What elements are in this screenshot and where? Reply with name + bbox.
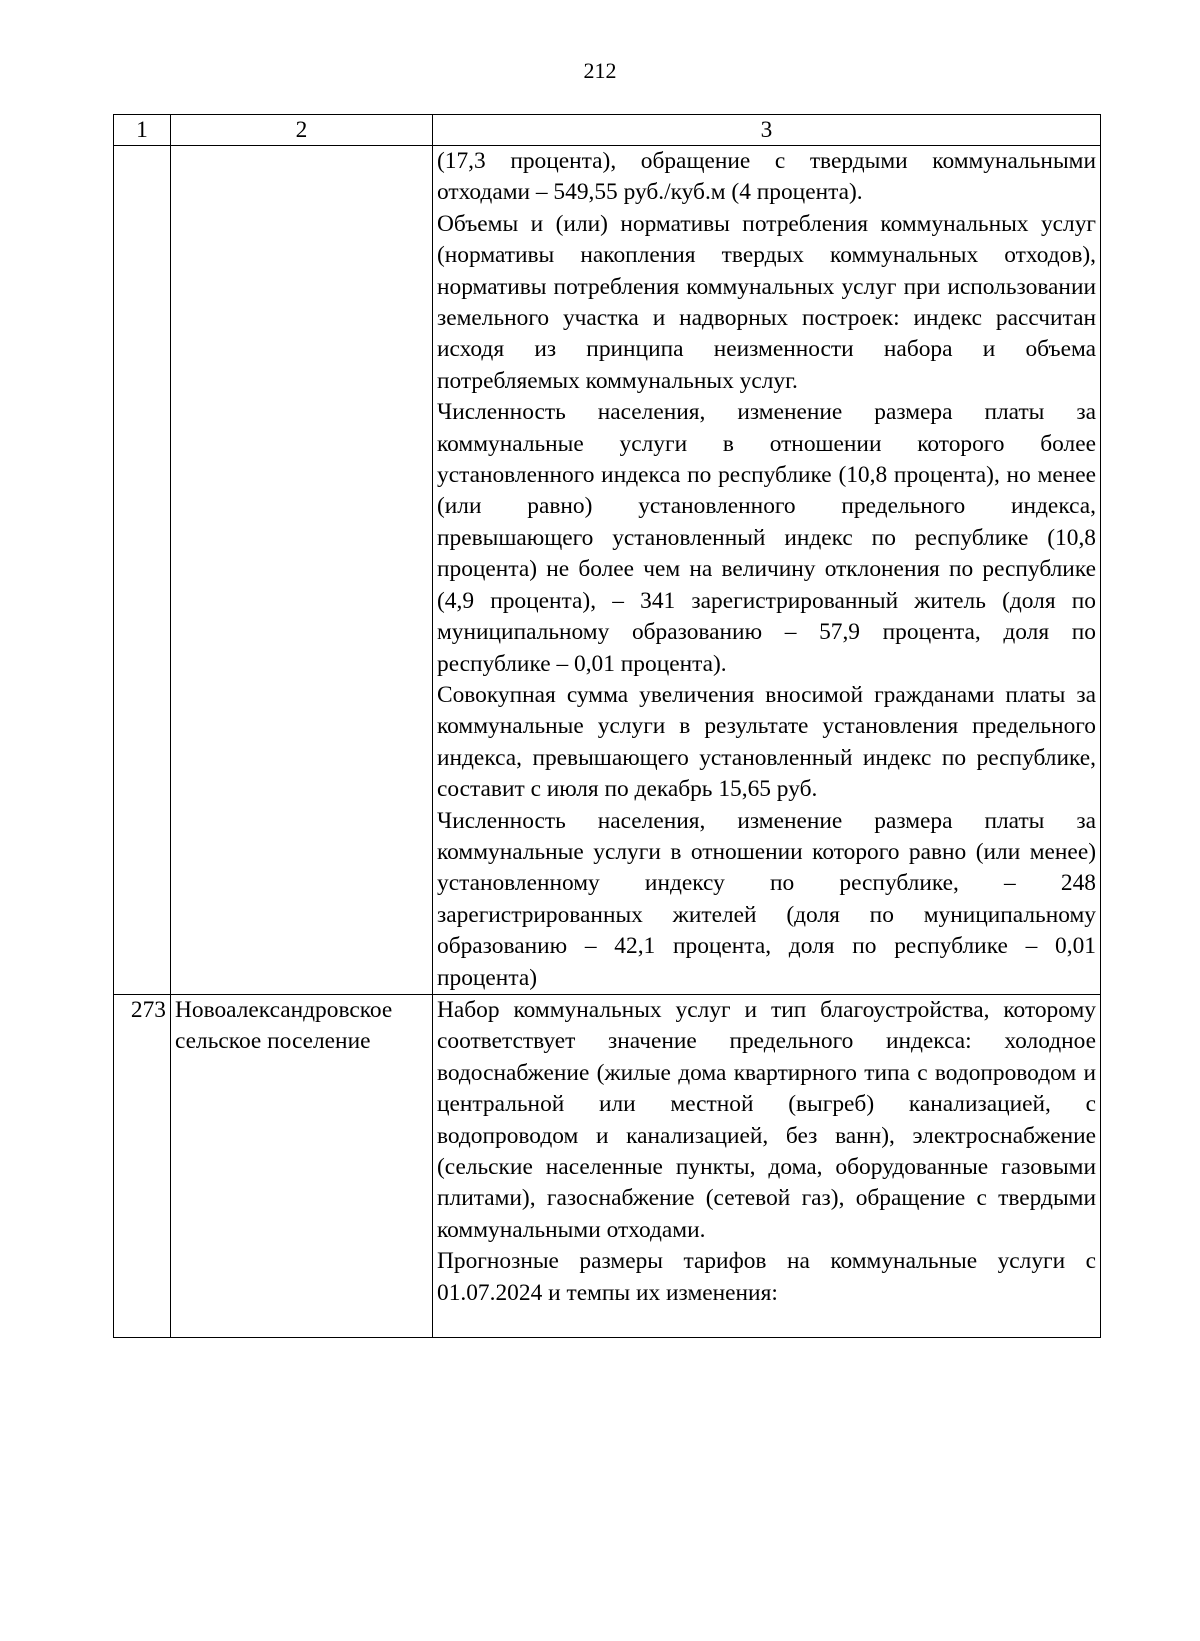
tariff-table	[113, 114, 1101, 1338]
paragraph-population-above-index: Численность населения, изменение размера платы за коммунальные услуги в отношении которого более установленного индекса по республике (10,8 процента), но менее (или равно) установленного предельного индекса, превышающего установленный индекс по республике (10,8 процента) не более чем на величину отклонения по республике (4,9 процента), – 341 зарегистрированный житель (доля по муниципальному образованию – 57,9 процента, доля по республике – 0,01 процента).	[437, 399, 1096, 677]
table-row-continuation	[114, 146, 1101, 995]
column-header-1: 1	[114, 115, 171, 146]
paragraph-tariff-tail: (17,3 процента), обращение с твердыми коммунальными отходами – 549,55 руб./куб.м (4 процента).	[437, 148, 1096, 206]
description-clip	[437, 995, 1096, 1337]
table-header-row	[114, 115, 1101, 146]
settlement-name-line1: Новоалександровское	[175, 996, 393, 1023]
paragraph-services-set: Набор коммунальных услуг и тип благоустройства, которому соответствует значение предельного индекса: холодное водоснабжение (жилые дома квартирного типа с водопроводом и центральной или местной (выгреб) канализацией, с водопроводом и канализацией, без ванн), электроснабжение (сельские населенные пункты, дома, оборудованные газовыми плитами), газоснабжение (сетевой газ), обращение с твердыми коммунальными отходами.	[437, 996, 1096, 1243]
description-cell	[433, 994, 1101, 1337]
settlement-name-cell	[171, 146, 433, 995]
paragraph-population-within-index: Численность населения, изменение размера платы за коммунальные услуги в отношении которого равно (или менее) установленному индексу по республике, – 248 зарегистрированных жителей (доля по муниципальному образованию – 42,1 процента, доля по республике – 0,01 процента)	[437, 807, 1096, 991]
page-number: 212	[583, 58, 617, 83]
column-header-3: 3	[433, 115, 1101, 146]
row-number-cell: 273	[114, 994, 171, 1337]
row-number-cell	[114, 146, 171, 995]
settlement-name-line2: сельское поселение	[175, 1028, 371, 1055]
paragraph-total-increase: Совокупная сумма увеличения вносимой гражданами платы за коммунальные услуги в результате установления предельного индекса, превышающего установленный индекс по республике, составит с июля по декабрь 15,65 руб.	[437, 681, 1096, 803]
column-header-2: 2	[171, 115, 433, 146]
paragraph-forecast-tariffs: Прогнозные размеры тарифов на коммунальные услуги с 01.07.2024 и темпы их изменения:	[437, 1248, 1096, 1306]
paragraph-consumption-volumes: Объемы и (или) нормативы потребления коммунальных услуг (нормативы накопления твердых коммунальных отходов), нормативы потребления коммунальных услуг при использовании земельного участка и надворных построек: индекс рассчитан исходя из принципа неизменности набора и объема потребляемых коммунальных услуг.	[437, 210, 1096, 394]
table-row-273	[114, 994, 1101, 1337]
description-cell	[433, 146, 1101, 995]
settlement-name-cell	[171, 994, 433, 1337]
